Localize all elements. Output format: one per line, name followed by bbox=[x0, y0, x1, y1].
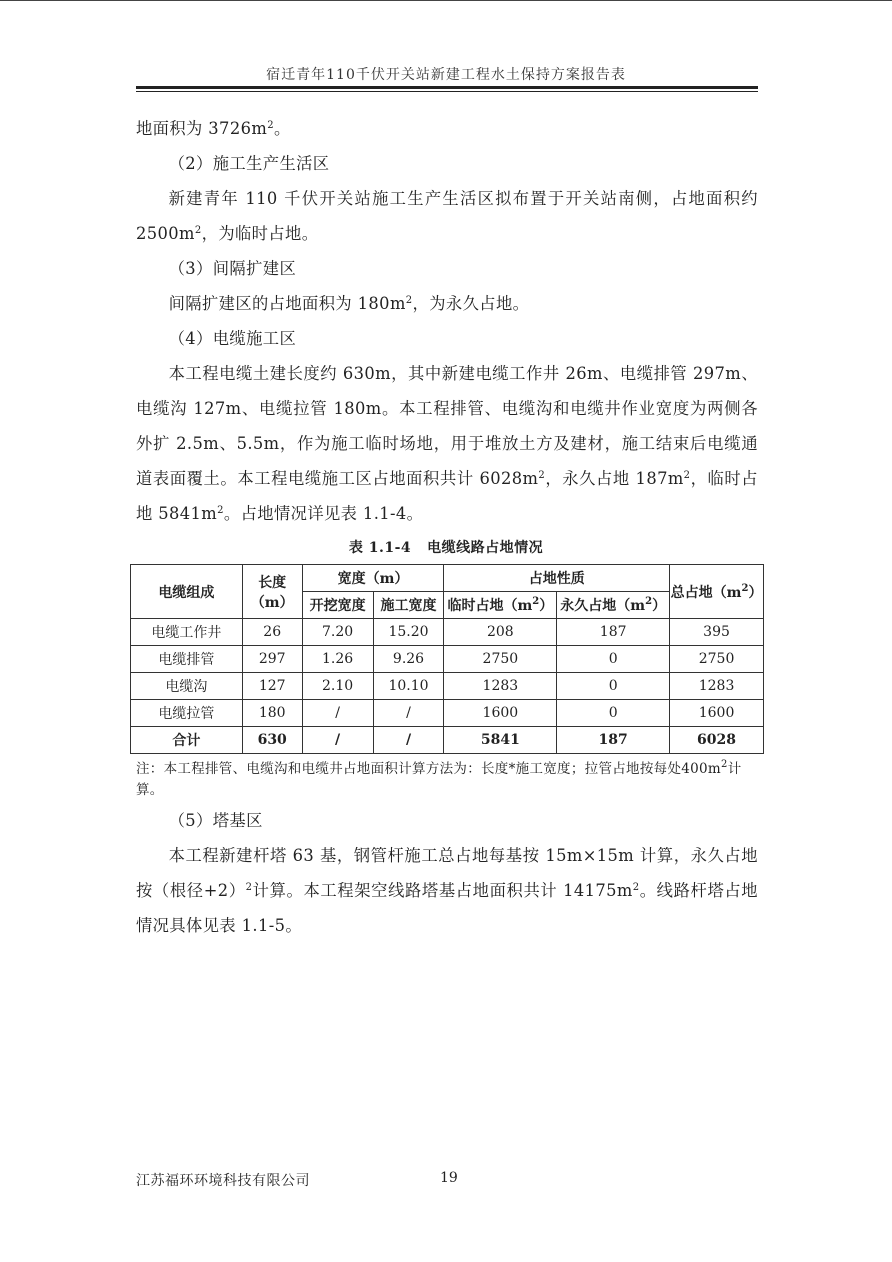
paragraph-bay-extension-area: 间隔扩建区的占地面积为 $180m^2$，为永久占地。 bbox=[168, 294, 530, 313]
header-permanent-area: 永久占地$(m^2)$ bbox=[557, 592, 670, 619]
footer-page-number: 19 bbox=[440, 1170, 458, 1186]
tower-base-section bbox=[136, 803, 758, 943]
heading-bay-extension-area: （3）间隔扩建区 bbox=[168, 259, 297, 278]
table-sum-row: 合计 630 / / 5841 187 6028 bbox=[131, 727, 764, 754]
header-rule-thin bbox=[136, 91, 758, 92]
header-component: 电缆组成 bbox=[131, 565, 243, 619]
header-length: 长度 （m） bbox=[242, 565, 302, 619]
heading-tower-base-area: （5）塔基区 bbox=[168, 811, 263, 830]
table-row: 电缆拉管 180 / / 1600 0 1600 bbox=[131, 700, 764, 727]
table-caption-text: 电缆线路占地情况 bbox=[427, 540, 544, 556]
paragraph-area-continuation: 地面积为 $3726m^2$。 bbox=[136, 119, 291, 138]
header-temporary-area: 临时占地$(m^2)$ bbox=[444, 592, 557, 619]
heading-construction-living-area: （2）施工生产生活区 bbox=[168, 154, 330, 173]
page-header-title: 宿迁青年110千伏开关站新建工程水土保持方案报告表 bbox=[266, 67, 626, 83]
heading-cable-construction-area: （4）电缆施工区 bbox=[168, 329, 297, 348]
table-header-row-1 bbox=[131, 565, 764, 592]
table-row: 电缆工作井 26 7.20 15.20 208 187 395 bbox=[131, 619, 764, 646]
paragraph-construction-living-area: 新建青年 110 千伏开关站施工生产生活区拟布置于开关站南侧，占地面积约 $2500m^2$，为临时占地。 bbox=[136, 189, 758, 243]
paragraph-tower-base-area: 本工程新建杆塔 63 基，钢管杆施工总占地每基按 15m×15m 计算，永久占地按（根径+2）$^2$计算。本工程架空线路塔基占地面积共计 $14175m^2$。线路杆塔占地情况具体见表 1.1-5。 bbox=[136, 846, 758, 935]
page-top-border bbox=[0, 0, 892, 1]
table-row: 电缆排管 297 1.26 9.26 2750 0 2750 bbox=[131, 646, 764, 673]
header-rule-thick bbox=[136, 86, 758, 89]
paragraph-cable-construction-area: 本工程电缆土建长度约 630m，其中新建电缆工作井 26m、电缆排管 297m、电缆沟 127m、电缆拉管 180m。本工程排管、电缆沟和电缆井作业宽度为两侧各外扩 2.5m、5.5m，作为施工临时场地，用于堆放土方及建材，施工结束后电缆通道表面覆土。本工程电缆施工区占地面积共计 $6028m^2$，永久占地 $187m^2$，临时占地 $5841m^2$。占地情况详见表 1.1-4。 bbox=[136, 364, 758, 523]
header-dig-width: 开挖宽度 bbox=[302, 592, 373, 619]
table-note: 注：本工程排管、电缆沟和电缆井占地面积计算方法为：长度*施工宽度；拉管占地按每处$400m^2$计算。 bbox=[136, 759, 742, 798]
footer-company-name: 江苏福环环境科技有限公司 bbox=[136, 1173, 310, 1189]
header-construction-width: 施工宽度 bbox=[373, 592, 444, 619]
header-total-area: 总占地$(m^2)$ bbox=[670, 565, 764, 619]
cable-land-occupation-table bbox=[130, 564, 764, 754]
table-caption-number: 表 1.1-4 bbox=[348, 540, 412, 556]
header-land-nature: 占地性质 bbox=[444, 565, 670, 592]
table-row: 电缆沟 127 2.10 10.10 1283 0 1283 bbox=[131, 673, 764, 700]
header-width: 宽度（m） bbox=[302, 565, 444, 592]
main-body-text bbox=[136, 111, 758, 531]
table-caption bbox=[0, 537, 892, 557]
